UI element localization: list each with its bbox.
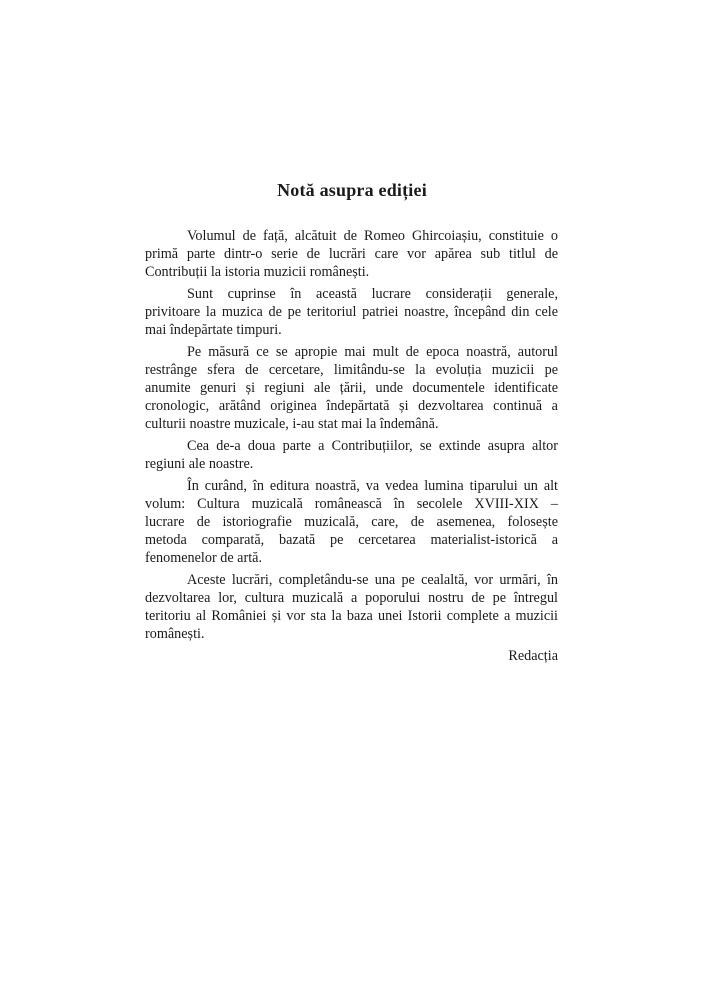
text-line: În curând, în editura noastră, va vedea lumina tiparului un alt [187,478,558,494]
text-line: Volumul de față, alcătuit de Romeo Ghircoiașiu, constituie o [187,228,558,244]
text-line: românești. [145,626,205,642]
text-line: mai îndepărtate timpuri. [145,322,282,338]
text-line: Cea de-a doua parte a Contribuțiilor, se extinde asupra altor [187,438,558,454]
paragraph [145,285,558,339]
text-line: metoda comparată, bazată pe cercetarea materialist-istorică a [145,532,558,548]
paragraph [145,437,558,473]
text-line: primă parte dintr-o serie de lucrări care vor apărea sub titlul de [145,246,558,262]
text-line: fenomenelor de artă. [145,550,262,566]
text-line: anumite genuri și regiuni ale țării, unde documentele identificate [145,380,558,396]
text-line: Contribuții la istoria muzicii românești. [145,264,370,280]
paragraph [145,343,558,433]
signature: Redacția [508,648,558,664]
text-line: cronologic, arătând originea îndepărtată și dezvoltarea continuă a [145,398,558,414]
paragraph [145,571,558,643]
text-line: volum: Cultura muzicală românească în secolele XVIII-XIX – [145,496,558,512]
text-line: Pe măsură ce se apropie mai mult de epoca noastră, autorul [187,344,558,360]
text-line: Aceste lucrări, completându-se una pe cealaltă, vor urmări, în [187,572,558,588]
text-line: regiuni ale noastre. [145,456,254,472]
text-line: dezvoltarea lor, cultura muzicală a poporului nostru de pe întregul [145,590,558,606]
paragraph [145,227,558,281]
text-line: restrânge sfera de cercetare, limitându-se la evoluția muzicii pe [145,362,558,378]
text-line: lucrare de istoriografie muzicală, care, de asemenea, folosește [145,514,558,530]
text-line: culturii noastre muzicale, i-au stat mai la îndemână. [145,416,439,432]
text-line: Sunt cuprinse în această lucrare considerații generale, [187,286,558,302]
paragraph [145,477,558,567]
text-line: privitoare la muzica de pe teritoriul patriei noastre, începând din cele [145,304,558,320]
document-body [145,227,558,665]
page-title: Notă asupra ediției [277,180,427,200]
text-line: teritoriu al României și vor sta la baza unei Istorii complete a muzicii [145,608,558,624]
